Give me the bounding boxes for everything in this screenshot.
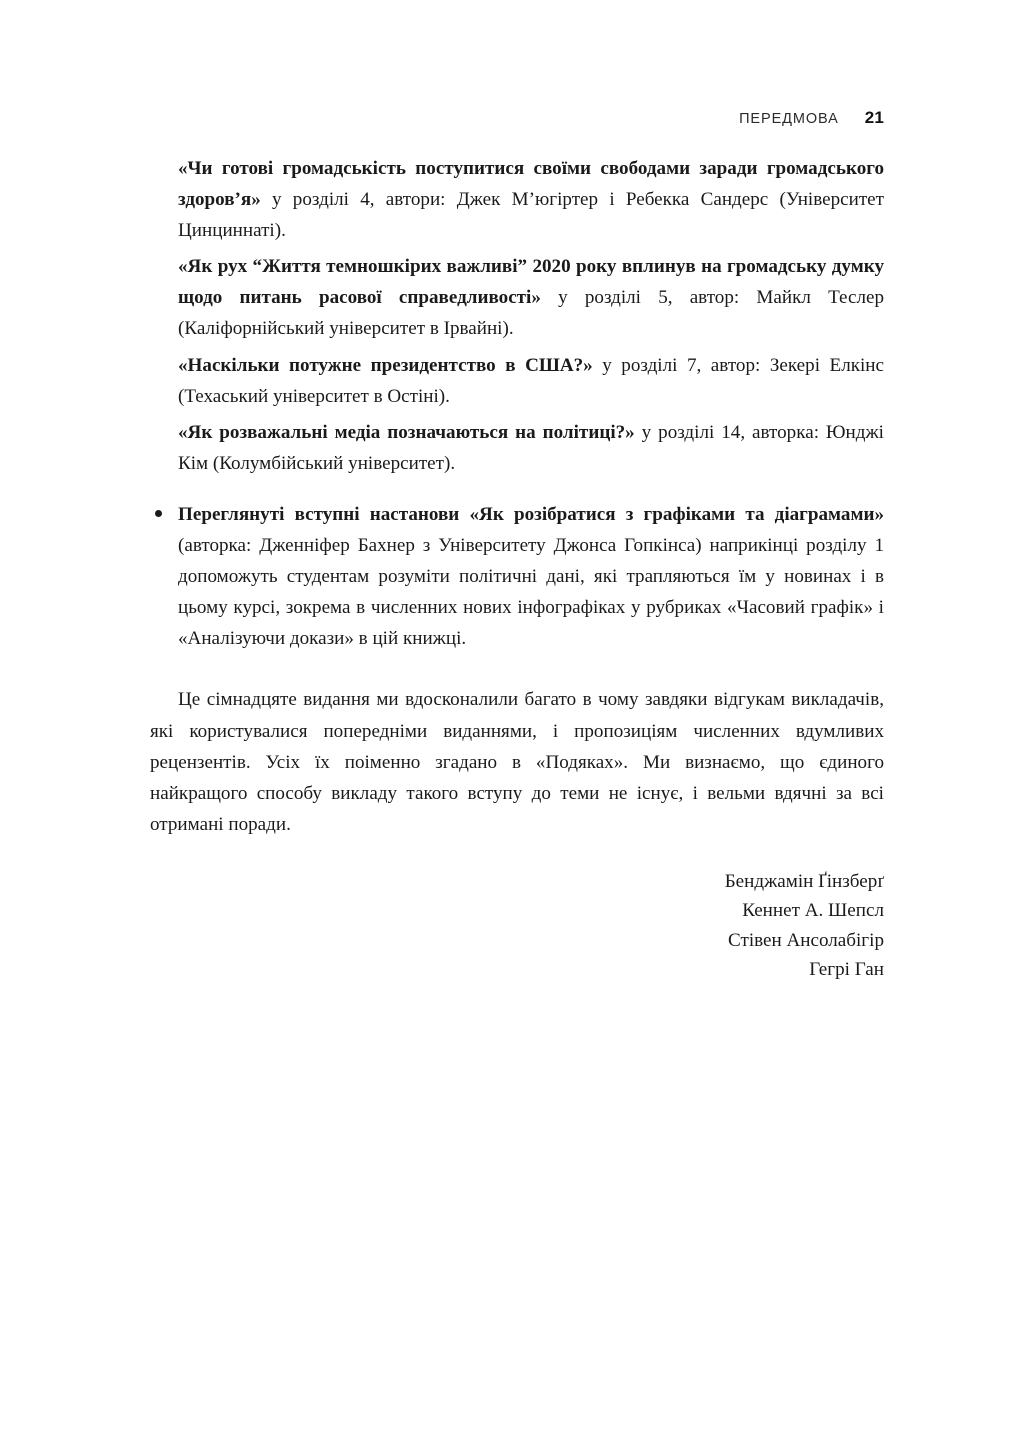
chapter-entry-title: «Чи готові громадськість поступитися своїми свободами заради громадського здоров’я» [178,158,884,211]
bullet-point-icon [155,510,162,517]
chapter-entry [178,350,884,412]
chapter-entry-title: «Наскільки потужне президентство в США?» [178,354,593,376]
list-item-title: Переглянуті вступні настанови «Як розібратися з графіками та діаграмами» [178,503,884,525]
signature-name: Гегрі Ган [809,959,884,981]
chapter-entry-detail: у розділі 5, автор: Майкл Теслер (Каліфорнійський університет в Ірвайні). [178,287,884,340]
running-header-title: ПЕРЕДМОВА [739,111,839,127]
chapter-entry [178,251,884,344]
signature-name: Бенджамін Ґінзберґ [724,870,884,892]
signature-name: Стівен Ансолабігір [728,929,884,951]
signature-name: Кеннет А. Шепсл [742,900,884,922]
chapter-entry [178,153,884,246]
chapter-entry-title: «Як рух “Життя темношкірих важливі” 2020 року вплинув на громадську думку щодо питань расової справедливості» [178,256,884,309]
text-column [150,153,884,985]
running-header [150,108,884,130]
page-number: 21 [864,108,884,127]
list-item [178,499,884,654]
chapter-entry [178,417,884,479]
chapter-entry-detail: у розділі 4, автори: Джек М’югіртер і Ребекка Сандерс (Університет Цинциннаті). [178,189,884,242]
signature-block [150,867,884,985]
chapter-entry-title: «Як розважальні медіа позначаються на політиці?» [178,421,635,443]
chapter-entry-detail: у розділі 7, автор: Зекері Елкінс (Техаський університет в Остіні). [178,354,884,407]
chapter-entry-detail: у розділі 14, авторка: Юнджі Кім (Колумбійський університет). [178,421,884,474]
list-item-detail: (авторка: Дженніфер Бахнер з Університету Джонса Гопкінса) наприкінці розділу 1 допоможуть студентам розуміти політичні дані, які трапляються їм у новинах і в цьому курсі, зокрема в численних нових інфографіках у рубриках «Часовий графік» і «Аналізуючи докази» в цій книжці. [178,535,884,650]
closing-paragraph: Це сімнадцяте видання ми вдосконалили багато в чому завдяки відгукам викладачів, які користувалися попередніми виданнями, і пропозиціям численних вдумливих рецензентів. Усіх їх поіменно згадано в «Подяках». Ми визнаємо, що єдиного найкращого способу викладу такого вступу до теми не існує, і вельми вдячні за всі отримані поради. [150,689,884,835]
